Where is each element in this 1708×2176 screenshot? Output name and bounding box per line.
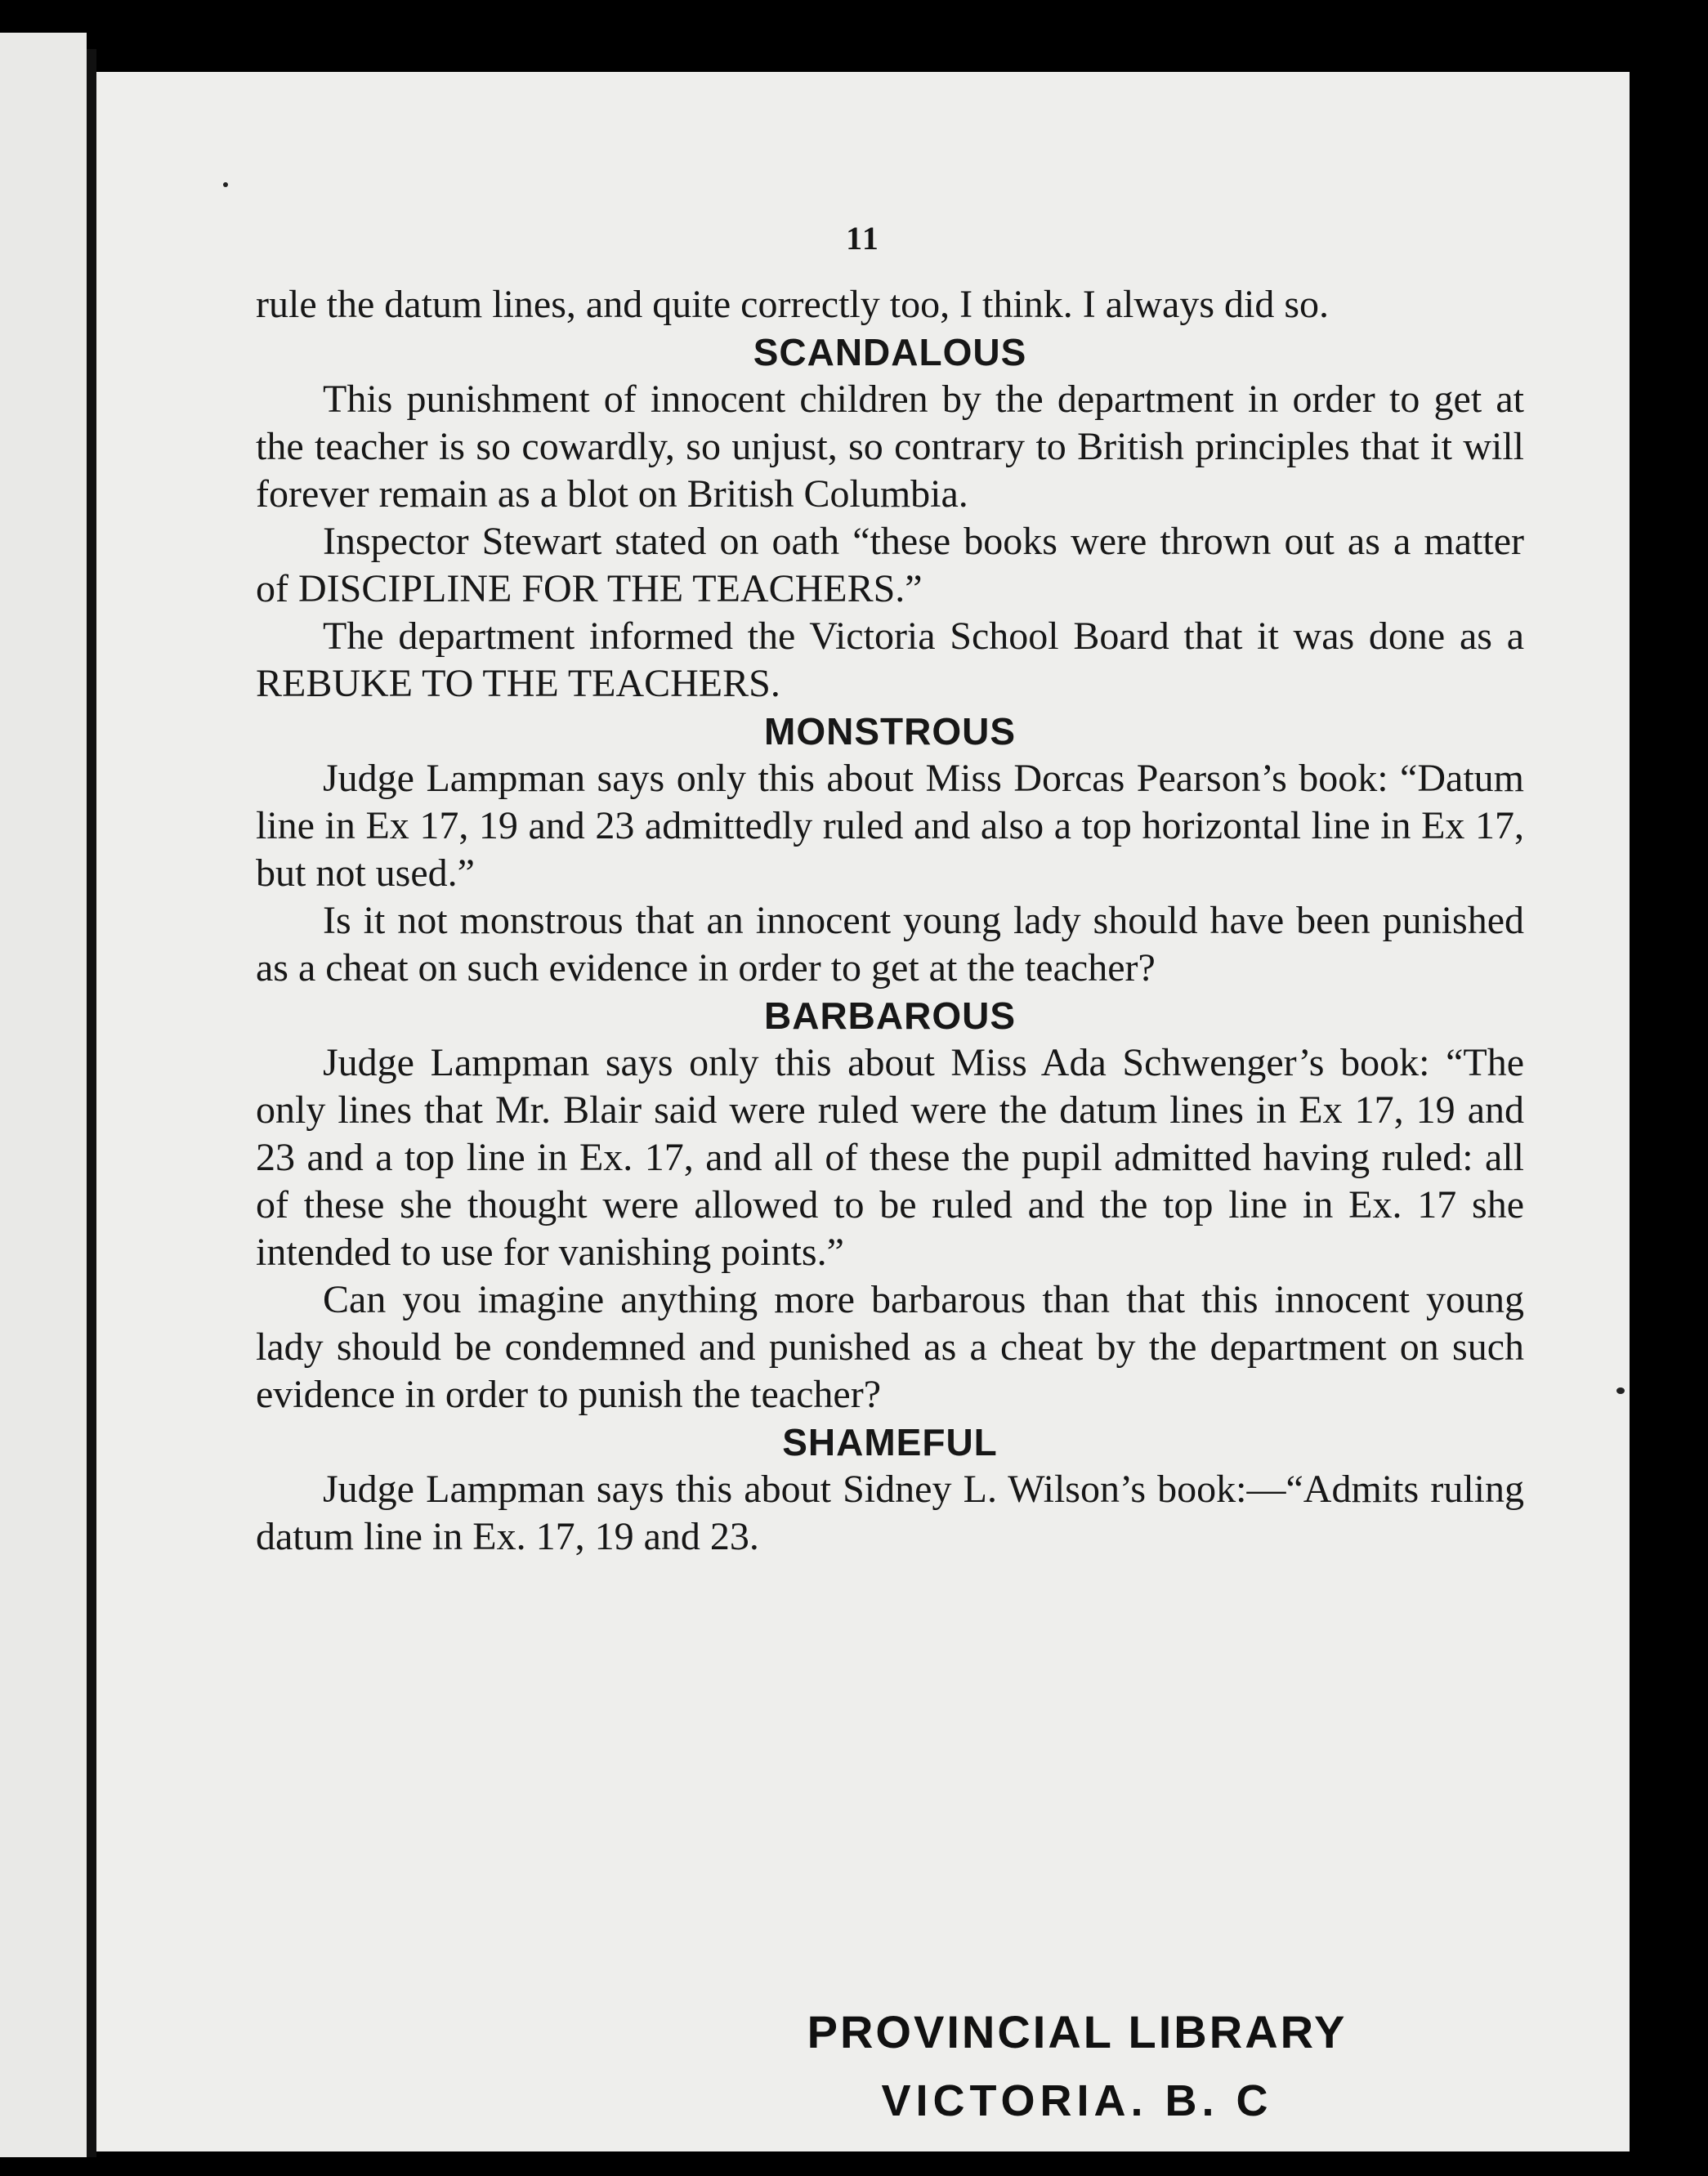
facing-page-edge: [0, 33, 87, 2157]
body-paragraph: Judge Lampman says this about Sidney L. Wilson’s book:—“Admits ruling datum line in Ex. 17, 19 and 23.: [256, 1468, 1524, 1558]
body-paragraph: Is it not monstrous that an innocent young lady should have been punished as a cheat on such evidence in order to get at the teacher?: [256, 899, 1524, 990]
body-paragraph: This punishment of innocent children by the department in order to get at the teacher is so cowardly, so unjust, so contrary to British principles that it will forever remain as a blot on British Columbia.: [256, 378, 1524, 516]
book-page: [96, 72, 1630, 2151]
body-paragraph: Judge Lampman says only this about Miss Dorcas Pearson’s book: “Datum line in Ex 17, 19 and 23 admittedly ruled and also a top horizontal line in Ex 17, but not used.”: [256, 757, 1524, 895]
body-paragraph: Judge Lampman says only this about Miss Ada Schwenger’s book: “The only lines that Mr. Blair said were ruled were the datum lines in Ex 17, 19 and 23 and a top line in Ex. 17, and all of these the pupil admitted having ruled: all of these she thought were allowed to be ruled and the top line in Ex. 17 she intended to use for vanishing points.”: [256, 1041, 1524, 1274]
body-paragraph: Inspector Stewart stated on oath “these books were thrown out as a matter of DISCIPLINE FOR THE TEACHERS.”: [256, 520, 1524, 610]
section-heading: BARBAROUS: [764, 994, 1016, 1037]
library-stamp-line-2: VICTORIA. B. C: [881, 2076, 1273, 2125]
library-stamp-line-1: PROVINCIAL LIBRARY: [807, 2006, 1348, 2058]
section-heading: SHAMEFUL: [782, 1421, 998, 1463]
body-paragraph: The department informed the Victoria School Board that it was done as a REBUKE TO THE TEACHERS.: [256, 614, 1524, 705]
paper-speck: [223, 182, 228, 187]
page-body: [256, 281, 1524, 1561]
binding-shadow: [87, 49, 96, 2157]
page-number: 11: [846, 220, 880, 257]
section-heading: SCANDALOUS: [753, 331, 1027, 373]
body-paragraph: rule the datum lines, and quite correctly too, I think. I always did so.: [256, 283, 1330, 326]
body-paragraph: Can you imagine anything more barbarous than that this innocent young lady should be condemned and punished as a cheat by the department on such evidence in order to punish the teacher?: [256, 1278, 1524, 1416]
paper-speck: [1616, 1387, 1625, 1394]
section-heading: MONSTROUS: [764, 710, 1016, 753]
